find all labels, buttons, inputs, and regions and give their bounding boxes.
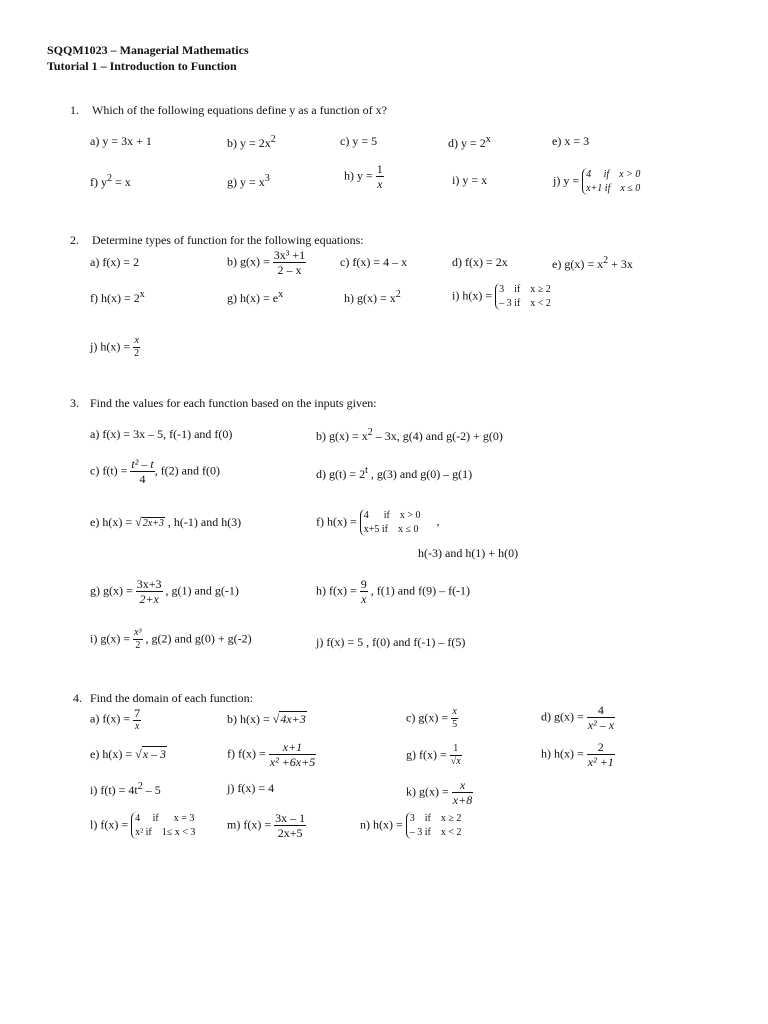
q1-g: g) $y = x^3$ [227,173,270,189]
q1-d: d) $y = 2^x$ [448,134,491,150]
q3-h: h) f(x) = $\frac{9}{x}$ , f(1) and f(9) – f(-1) [316,577,471,606]
q1-i: i) y = x [452,173,488,187]
q2-e: e) $g(x) = x^2 + 3x$ [552,255,633,271]
q1-h: h) y = $\frac{1}{x}$ [344,162,383,191]
q4-g: g) f(x) = $\frac{1}{√x}$ [406,743,461,767]
q1-j: j) y = 4 if x > 0 x+1 if x ≤ 0 [553,169,641,194]
q4-m: m) f(x) = $\frac{3x - 1}{2x+5}$ [227,811,306,840]
q2-c: c) f(x) = 4 – x [340,255,408,269]
q2-a: a) f(x) = 2 [90,255,140,269]
q1-e: e) x = 3 [552,134,590,148]
q2-prompt: Determine types of function for the following equations: [92,233,364,247]
q4-n: n) h(x) = 3 if x ≥ 2 – 3 if x < 2 [360,813,462,838]
q2-i: i) h(x) = 3 if x ≥ 2 – 3 if x < 2 [452,284,551,309]
q3-g: g) g(x) = $\frac{3x+3}{2+x}$ , g(1) and g(-1) [90,577,239,606]
q1-c: c) y = 5 [340,134,378,148]
q4-number: 4. [73,691,82,705]
q4-b: b) h(x) = √4x+3 [227,712,306,726]
q3-i: i) g(x) = $\frac{\text{x³}}{2}$ , g(2) and g(0) + g(-2) [90,627,252,651]
q3-e: e) h(x) = √2x+3 , h(-1) and h(3) [90,515,242,529]
q4-f: f) f(x) = $\frac{x+1}{\text{x² +6x+5}}$ [227,740,316,769]
piecewise-brace: 4 if x > 0 x+1 if x ≤ 0 [582,168,640,195]
tutorial-title: Tutorial 1 – Introduction to Function [47,59,237,73]
q3-c: c) f(t) = $\frac{\text{t² – t}}{4}$ , f(2) and f(0) [90,457,220,486]
q4-d: d) g(x) = $\frac{4}{\text{x² – x}}$ [541,703,615,732]
q1-f: f) $y^2 = x$ [90,173,131,189]
q4-l: l) f(x) = 4 if x = 3 x² if 1≤ x < 3 [90,813,196,838]
piecewise-brace: 4 if x > 0 x+5 if x ≤ 0 [360,509,421,536]
piecewise-brace: 4 if x = 3 x² if 1≤ x < 3 [131,812,195,839]
q3-b: b) $g(x) = x^2 - 3x$, g(4) and g(-2) + g(0) [316,427,503,443]
q4-c: c) g(x) = $\frac{x}{5}$ [406,706,458,730]
q4-i: i) $f(t) = 4t^2 - 5$ [90,781,161,797]
piecewise-brace: 3 if x ≥ 2 – 3 if x < 2 [406,812,462,839]
q1-a: a) y = 3x + 1 [90,134,152,148]
course-title: SQQM1023 – Managerial Mathematics [47,43,249,57]
piecewise-brace: 3 if x ≥ 2 – 3 if x < 2 [495,283,551,310]
q3-f: f) h(x) = 4 if x > 0 x+5 if x ≤ 0 , [316,510,440,535]
q4-a: a) f(x) = $\frac{7}{x}$ [90,706,141,732]
q3-j: j) f(x) = 5 , f(0) and f(-1) – f(5) [316,635,466,649]
q4-j: j) f(x) = 4 [227,781,275,795]
q1-prompt: Which of the following equations define y as a function of x? [92,103,387,117]
q1-b: b) $y = 2x^2$ [227,134,276,150]
q4-prompt: Find the domain of each function: [90,691,253,705]
q4-e: e) h(x) = √x – 3 [90,747,167,761]
q1-number: 1. [70,103,79,117]
q3-a: a) f(x) = 3x – 5, f(-1) and f(0) [90,427,233,441]
q2-h: h) $g(x) = x^2$ [344,289,401,305]
q3-d: d) $g(t) = 2^t$ , g(3) and g(0) – g(1) [316,465,473,481]
q2-number: 2. [70,233,79,247]
q2-g: g) $h(x) = e^x$ [227,289,284,305]
q4-k: k) g(x) = $\frac{x}{x+8}$ [406,778,473,807]
q2-b: b) g(x) = $\frac{\text{3x³ +1}}{2 - x}$ [227,248,306,277]
q3-number: 3. [70,396,79,410]
q4-h: h) h(x) = $\frac{2}{\text{x² +1}}$ [541,740,614,769]
q2-f: f) $h(x) = 2^x$ [90,289,145,305]
q2-j: j) h(x) = $\frac{x}{2}$ [90,335,140,359]
q3-f-evaluate: h(-3) and h(1) + h(0) [418,546,519,560]
q2-d: d) f(x) = 2x [452,255,508,269]
q3-prompt: Find the values for each function based on the inputs given: [90,396,377,410]
